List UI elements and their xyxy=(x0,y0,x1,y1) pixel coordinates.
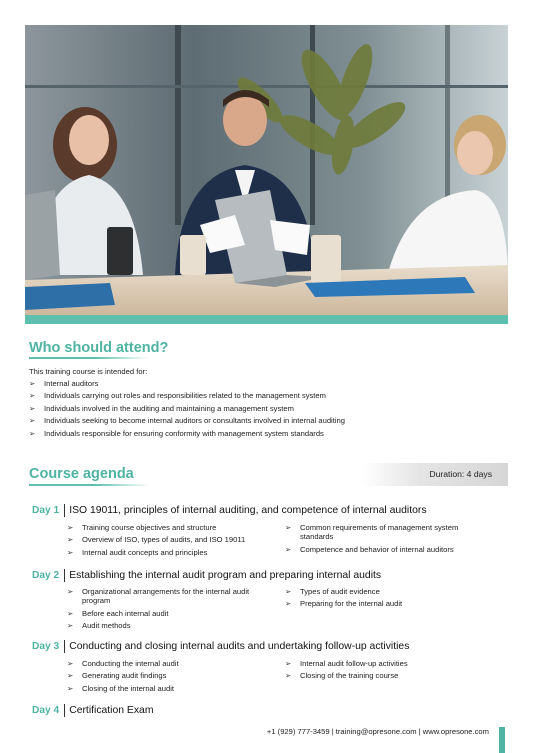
arrow-bullet-icon: ➢ xyxy=(67,683,74,693)
arrow-bullet-icon: ➢ xyxy=(29,428,36,438)
arrow-bullet-icon: ➢ xyxy=(29,403,36,413)
arrow-bullet-icon: ➢ xyxy=(285,523,292,532)
list-item: ➢ Audit methods xyxy=(67,621,131,631)
day-divider xyxy=(64,704,65,717)
hero-accent-bar xyxy=(25,315,508,324)
arrow-bullet-icon: ➢ xyxy=(67,535,74,545)
who-should-attend-heading: Who should attend? xyxy=(29,340,169,356)
day-1-left-list xyxy=(67,523,272,560)
arrow-bullet-icon: ➢ xyxy=(67,523,74,532)
list-item: ➢ Internal auditors xyxy=(29,378,345,390)
arrow-bullet-icon: ➢ xyxy=(67,621,74,631)
list-item: ➢ Individuals seeking to become internal auditors or consultants involved in internal auditing xyxy=(29,415,345,427)
day-title: Certification Exam xyxy=(69,705,154,716)
meeting-photo-illustration xyxy=(25,25,508,315)
course-agenda-heading: Course agenda xyxy=(29,466,134,482)
day-label: Day 2 xyxy=(32,570,60,581)
list-item: ➢ Generating audit findings xyxy=(67,671,167,681)
duration-text: Duration: 4 days xyxy=(429,469,492,479)
list-item: ➢ Individuals responsible for ensuring conformity with management system standards xyxy=(29,428,345,440)
arrow-bullet-icon: ➢ xyxy=(29,391,36,401)
day-title: ISO 19011, principles of internal auditing, and competence of internal auditors xyxy=(69,505,427,516)
hero-photo xyxy=(25,25,508,315)
list-item: ➢ Before each internal audit xyxy=(67,608,169,618)
day-divider xyxy=(64,569,65,582)
arrow-bullet-icon: ➢ xyxy=(67,547,74,557)
list-item: ➢ Training course objectives and structure xyxy=(67,523,217,532)
day-2-left-list xyxy=(67,587,272,634)
day-1-right-list xyxy=(285,523,490,557)
footer-contact: +1 (929) 777-3459 | training@opresone.com | www.opresone.com xyxy=(266,727,489,736)
arrow-bullet-icon: ➢ xyxy=(285,671,292,681)
list-item: ➢ Closing of the training course xyxy=(285,671,399,681)
attend-intro: This training course is intended for: xyxy=(29,367,148,376)
duration-banner xyxy=(362,463,508,486)
day-divider xyxy=(64,640,65,653)
arrow-bullet-icon: ➢ xyxy=(67,659,74,668)
list-item: ➢ Conducting the internal audit xyxy=(67,659,179,668)
day-1-header xyxy=(32,504,427,517)
day-4-header xyxy=(32,704,154,717)
attend-list xyxy=(29,378,345,440)
day-label: Day 3 xyxy=(32,641,60,652)
day-2-right-list xyxy=(285,587,490,612)
list-item: ➢ Competence and behavior of internal auditors xyxy=(285,544,454,554)
arrow-bullet-icon: ➢ xyxy=(285,544,292,554)
list-item: ➢ Overview of ISO, types of audits, and ISO 19011 xyxy=(67,535,246,545)
heading-underline xyxy=(29,484,149,486)
day-3-left-list xyxy=(67,659,272,696)
day-divider xyxy=(64,504,65,517)
arrow-bullet-icon: ➢ xyxy=(29,379,36,388)
arrow-bullet-icon: ➢ xyxy=(285,587,292,596)
arrow-bullet-icon: ➢ xyxy=(67,671,74,681)
list-item: ➢ Closing of the internal audit xyxy=(67,683,175,693)
list-item: ➢ Types of audit evidence xyxy=(285,587,380,596)
list-item: ➢ Preparing for the internal audit xyxy=(285,599,403,609)
day-label: Day 4 xyxy=(32,705,60,716)
list-item: ➢ Internal audit concepts and principles xyxy=(67,547,208,557)
list-item: ➢ Individuals carrying out roles and responsibilities related to the management system xyxy=(29,390,345,402)
heading-underline xyxy=(29,357,149,359)
day-2-header xyxy=(32,569,381,582)
list-item: ➢ Organizational arrangements for the internal audit program xyxy=(67,587,250,606)
arrow-bullet-icon: ➢ xyxy=(285,659,292,668)
list-item: ➢ Internal audit follow-up activities xyxy=(285,659,408,668)
arrow-bullet-icon: ➢ xyxy=(67,587,74,596)
list-item: ➢ Individuals involved in the auditing and maintaining a management system xyxy=(29,403,345,415)
list-item: ➢ Common requirements of management system standards xyxy=(285,523,459,542)
arrow-bullet-icon: ➢ xyxy=(67,608,74,618)
footer-accent-bar xyxy=(499,727,505,753)
day-3-right-list xyxy=(285,659,490,684)
day-label: Day 1 xyxy=(32,505,60,516)
day-title: Conducting and closing internal audits and undertaking follow-up activities xyxy=(69,641,410,652)
arrow-bullet-icon: ➢ xyxy=(285,599,292,609)
day-title: Establishing the internal audit program and preparing internal audits xyxy=(69,570,382,581)
day-3-header xyxy=(32,640,409,653)
arrow-bullet-icon: ➢ xyxy=(29,416,36,426)
